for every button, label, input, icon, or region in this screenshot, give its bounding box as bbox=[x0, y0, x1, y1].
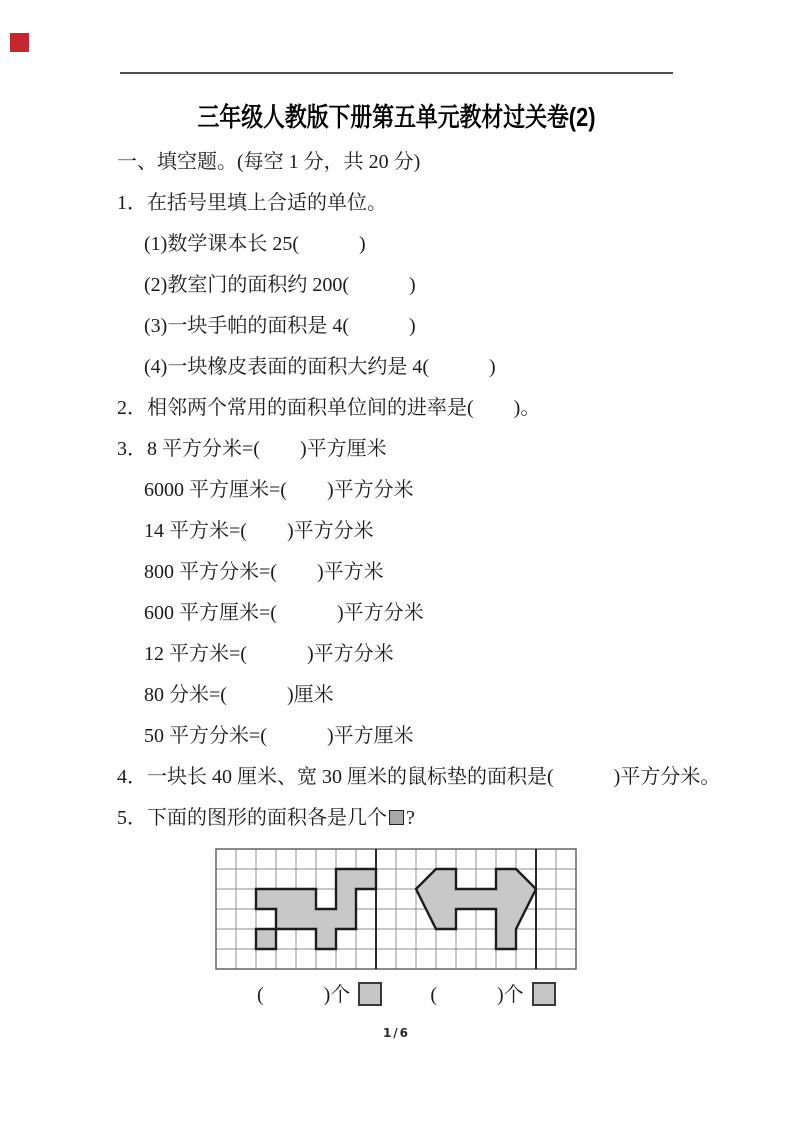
question-1-item: (4)一块橡皮表面的面积大约是 4( ) bbox=[144, 356, 496, 378]
answer-blank-label: ( )个 bbox=[430, 984, 524, 1006]
question-4-stem: 4．一块长 40 厘米、宽 30 厘米的鼠标垫的面积是( )平方分米。 bbox=[117, 766, 721, 788]
answer-blank-label: ( )个 bbox=[257, 984, 351, 1006]
question-1-item: (1)数学课本长 25( ) bbox=[144, 233, 366, 255]
grid-square-icon bbox=[532, 982, 556, 1006]
question-3-stem: 3．8 平方分米=( )平方厘米 bbox=[117, 438, 387, 460]
question-3-item: 12 平方米=( )平方分米 bbox=[144, 643, 394, 665]
question-1-item: (3)一块手帕的面积是 4( ) bbox=[144, 315, 416, 337]
question-3-item: 600 平方厘米=( )平方分米 bbox=[144, 602, 424, 624]
page-number: 1/6 bbox=[382, 1026, 411, 1040]
question-2-stem: 2．相邻两个常用的面积单位间的进率是( )。 bbox=[117, 397, 541, 419]
question-1-item: (2)教室门的面积约 200( ) bbox=[144, 274, 416, 296]
question-5-stem bbox=[117, 798, 777, 839]
area-grid-figure bbox=[213, 846, 579, 972]
grid-figure-svg bbox=[213, 846, 579, 972]
question-5-text: 5．下面的图形的面积各是几个 bbox=[117, 807, 387, 829]
answer-blanks-row bbox=[257, 978, 556, 1007]
logo-red-square bbox=[10, 33, 29, 52]
page-title: 三年级人教版下册第五单元教材过关卷(2) bbox=[197, 102, 596, 132]
question-3-item: 80 分米=( )厘米 bbox=[144, 684, 334, 706]
worksheet-body bbox=[117, 142, 777, 839]
question-5-suffix: ? bbox=[406, 807, 415, 829]
section-heading: 一、填空题。(每空 1 分，共 20 分) bbox=[117, 151, 421, 173]
answer-group-left bbox=[257, 978, 382, 1007]
question-1-stem: 1．在括号里填上合适的单位。 bbox=[117, 192, 387, 214]
unit-square-icon bbox=[389, 810, 404, 825]
question-3-item: 800 平方分米=( )平方米 bbox=[144, 561, 384, 583]
answer-group-right bbox=[430, 978, 555, 1007]
question-3-item: 50 平方分米=( )平方厘米 bbox=[144, 725, 414, 747]
header-rule bbox=[120, 72, 673, 74]
grid-square-icon bbox=[358, 982, 382, 1006]
question-3-item: 6000 平方厘米=( )平方分米 bbox=[144, 479, 414, 501]
question-3-item: 14 平方米=( )平方分米 bbox=[144, 520, 374, 542]
